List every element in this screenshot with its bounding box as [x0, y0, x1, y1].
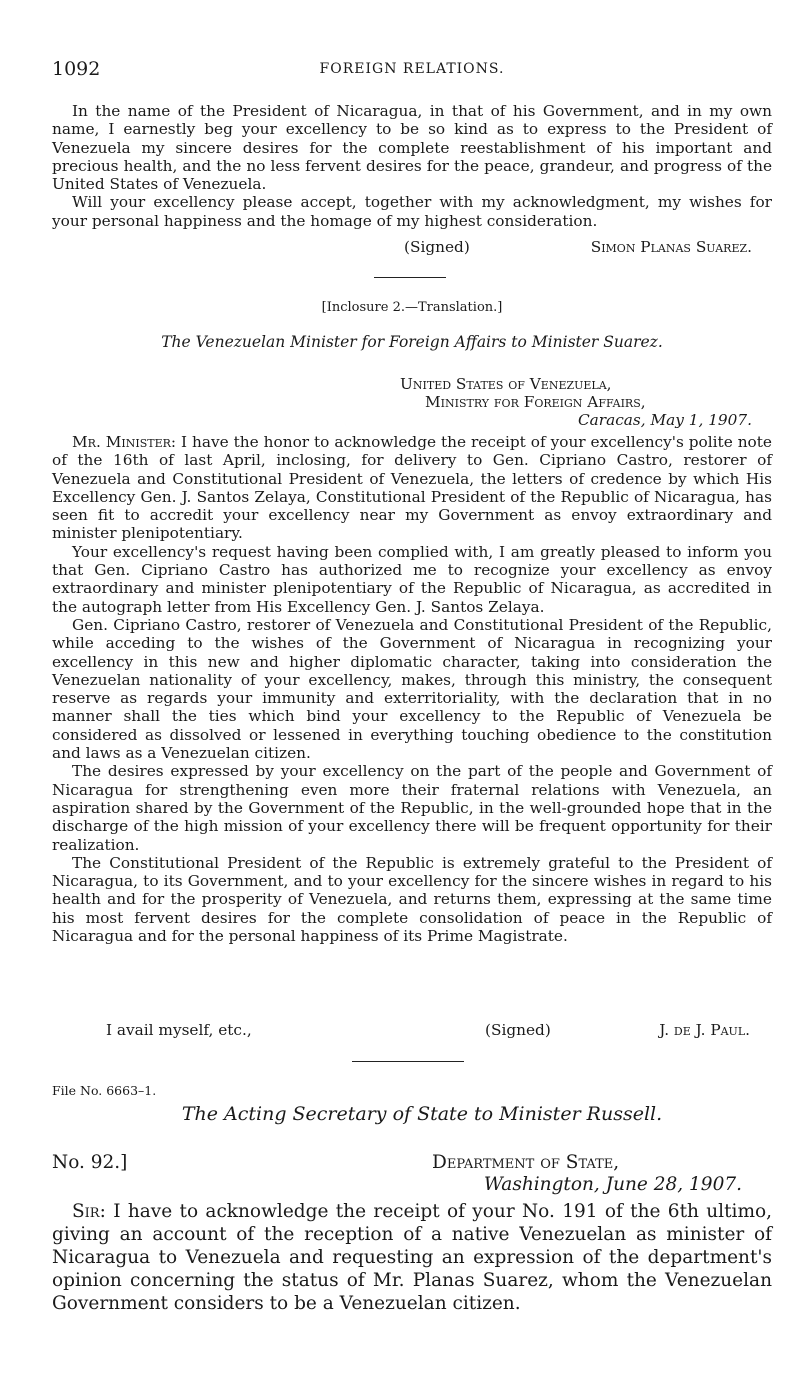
inclosure-paragraph — [52, 433, 772, 543]
inclosure-title: The Venezuelan Minister for Foreign Affairs to Minister Suarez. — [161, 333, 663, 351]
closing: I avail myself, etc., — [106, 1021, 252, 1039]
paragraph-text: I have the honor to acknowledge the receipt of your excellency's polite note of the 16th of last April, inclosing, for delivery to Gen. Cipriano Castro, restorer of Venezuela and Constitutional President of Venezuela, the letters of credence by which His Excellency Gen. J. Santos Zelaya, Constitutional President of the Republic of Nicaragua, has seen fit to accredit your excellency near my Government as envoy extraordinary and minister plenipotentiary. — [52, 433, 772, 543]
dispatch-dateline: Washington, June 28, 1907. — [483, 1174, 742, 1195]
signed-label: (Signed) — [485, 1021, 551, 1039]
inclosure-paragraph: The desires expressed by your excellency on the part of the people and Government of Nicaragua for strengthening even more their fraternal relations with Venezuela, an aspiration shared by the Government of the Republic, in the well-grounded hope that in the discharge of the high mission of your excellency there will be frequent opportunity for their realization. — [52, 762, 772, 854]
letter-1 — [52, 102, 772, 230]
salutation: Sir: — [72, 1201, 106, 1222]
dispatch-paragraph — [52, 1200, 772, 1315]
inclosure-body — [52, 433, 772, 945]
letter-1-paragraph: Will your excellency please accept, together with my acknowledgment, my wishes for your personal happiness and the homage of my highest consideration. — [52, 193, 772, 230]
dispatch-body — [52, 1200, 772, 1315]
department: Department of State, — [432, 1152, 620, 1173]
paragraph-text: I have to acknowledge the receipt of your No. 191 of the 6th ultimo, giving an account of the reception of a native Venezuelan as minister of Nicaragua to Venezuela and requesting an expression of the department's opinion concerning the status of Mr. Planas Suarez, whom the Venezuelan Government considers to be a Venezuelan citizen. — [52, 1201, 772, 1314]
address-line: United States of Venezuela, — [400, 375, 612, 393]
salutation: Mr. Minister: — [72, 433, 177, 451]
letter-1-paragraph: In the name of the President of Nicaragua, in that of his Government, and in my own name, I earnestly beg your excellency to be so kind as to express to the President of Venezuela my sincere desires for the complete reestablishment of his important and precious health, and the no less fervent desires for the peace, grandeur, and progress of the United States of Venezuela. — [52, 102, 772, 194]
signatory: Simon Planas Suarez. — [590, 238, 752, 256]
inclosure-paragraph: Gen. Cipriano Castro, restorer of Venezuela and Constitutional President of the Republic, while acceding to the wishes of the Government of Nicaragua in recognizing your excellency in this new and higher diplomatic character, taking into consideration the Venezuelan nationality of your excellency, makes, through this ministry, the consequent reserve as regards your immunity and exterritoriality, with the declaration that in no manner shall the ties which bind your excellency to the Republic of Venezuela be considered as dissolved or lessened in everything touching obedience to the constitution and laws as a Venezuelan citizen. — [52, 615, 772, 763]
address-line: Ministry for Foreign Affairs, — [425, 393, 646, 411]
divider-rule — [374, 277, 446, 278]
page-number: 1092 — [52, 58, 101, 80]
running-head: FOREIGN RELATIONS. — [319, 61, 505, 77]
letter-1-signature — [52, 238, 772, 258]
dispatch-number: No. 92.] — [52, 1152, 128, 1173]
file-number: File No. 6663–1. — [52, 1083, 157, 1098]
inclosure-address — [52, 375, 772, 435]
signatory: J. de J. Paul. — [659, 1021, 750, 1039]
divider-rule — [352, 1061, 464, 1062]
dispatch-heading — [52, 1150, 772, 1198]
dateline: Caracas, May 1, 1907. — [577, 411, 752, 429]
inclosure-label: [Inclosure 2.—Translation.] — [321, 300, 503, 315]
inclosure-paragraph: Your excellency's request having been complied with, I am greatly pleased to inform you that Gen. Cipriano Castro has authorized me to recognize your excellency as envoy extraordinary and minister plenipotentiary of the Republic of Nicaragua, as accredited in the autograph letter from His Excellency Gen. J. Santos Zelaya. — [52, 542, 772, 616]
page-header — [52, 58, 772, 82]
inclosure-paragraph: The Constitutional President of the Republic is extremely grateful to the President of Nicaragua, to its Government, and to your excellency for the sincere wishes in regard to his health and for the prosperity of Venezuela, and returns them, expressing at the same time his most fervent desires for the complete consolidation of peace in the Republic of Nicaragua and for the personal happiness of its Prime Magistrate. — [52, 853, 772, 946]
signed-label: (Signed) — [404, 238, 470, 256]
dispatch-title: The Acting Secretary of State to Minister Russell. — [181, 1103, 663, 1125]
inclosure-closing-line — [52, 1021, 772, 1041]
